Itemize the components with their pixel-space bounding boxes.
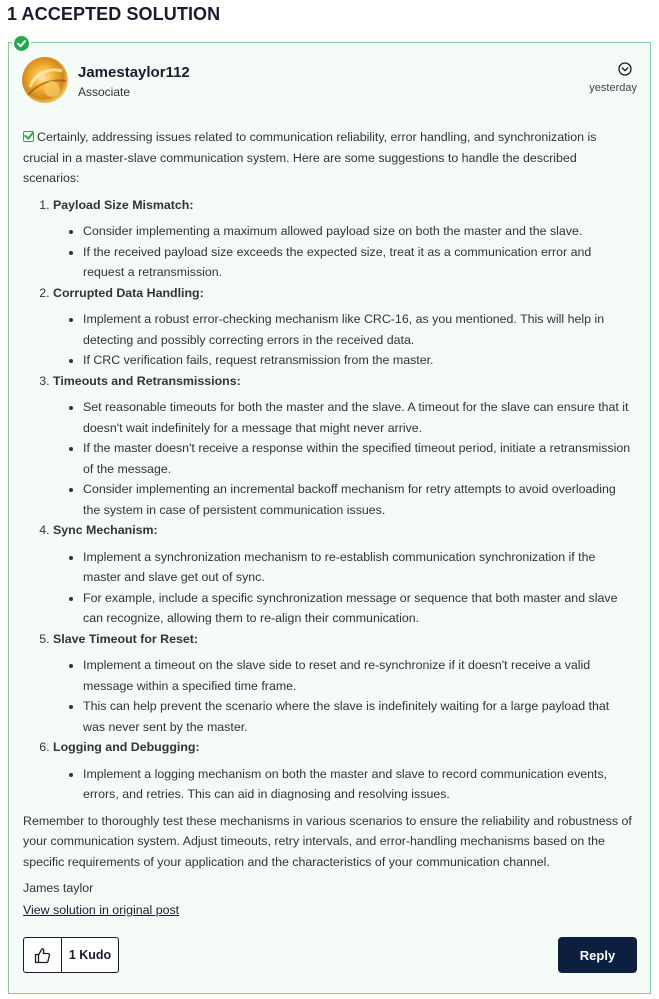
step-title: 4. Sync Mechanism: bbox=[53, 523, 158, 537]
list-item: • Set reasonable timeouts for both the master and the slave. A timeout for the slave can ensure that it doesn't wait indefinitely for a message that might never arrive. bbox=[83, 397, 633, 438]
list-item: • Consider implementing an incremental backoff mechanism for retry attempts to avoid overloading the system in case of persistent communication issues. bbox=[83, 479, 633, 520]
step-points bbox=[53, 547, 633, 629]
list-item: • If the received payload size exceeds the expected size, treat it as a communication error and request a retransmission. bbox=[83, 242, 633, 283]
solution-step bbox=[53, 195, 633, 283]
list-item: • This can help prevent the scenario where the slave is indefinitely waiting for a large payload that was never sent by the master. bbox=[83, 696, 633, 737]
list-item: • Implement a robust error-checking mechanism like CRC-16, as you mentioned. This will help in detecting and possibly correcting errors in the received data. bbox=[83, 309, 633, 350]
solution-step bbox=[53, 737, 633, 805]
reply-button[interactable]: Reply bbox=[558, 937, 637, 973]
step-title: 2. Corrupted Data Handling: bbox=[53, 285, 204, 300]
view-solution-link[interactable]: View solution in original post bbox=[23, 902, 180, 917]
step-points bbox=[53, 221, 633, 283]
step-points bbox=[53, 309, 633, 371]
list-item: • Consider implementing a maximum allowed payload size on both the master and the slave. bbox=[83, 221, 633, 242]
solution-steps bbox=[23, 195, 633, 805]
author-name[interactable]: Jamestaylor112 bbox=[78, 64, 190, 81]
page-title: 1 ACCEPTED SOLUTION bbox=[7, 4, 221, 24]
list-item: • If CRC verification fails, request retransmission from the master. bbox=[83, 350, 633, 371]
checkbox-icon bbox=[23, 131, 34, 142]
step-title: 5. Slave Timeout for Reset: bbox=[53, 631, 199, 646]
list-item: • Implement a timeout on the slave side to reset and re-synchronize if it doesn't receive a valid message within a specified time frame. bbox=[83, 655, 633, 696]
post-body bbox=[23, 127, 633, 920]
solution-step bbox=[53, 520, 633, 629]
step-title: 6. Logging and Debugging: bbox=[53, 740, 200, 754]
chevron-down-circle-icon[interactable] bbox=[618, 62, 632, 76]
thumbs-up-icon bbox=[34, 947, 51, 964]
list-item: • Implement a synchronization mechanism to re-establish communication synchronization if the master and slave get out of sync. bbox=[83, 547, 633, 588]
kudo-group bbox=[23, 937, 119, 973]
step-points bbox=[53, 764, 633, 805]
kudo-count[interactable]: 1 Kudo bbox=[68, 948, 112, 962]
signature: James taylor bbox=[23, 881, 94, 895]
list-item: • If the master doesn't receive a response within the specified timeout period, initiate a retransmission of the message. bbox=[83, 438, 633, 479]
solution-step bbox=[53, 371, 633, 521]
step-points bbox=[53, 655, 633, 737]
step-title: 3. Timeouts and Retransmissions: bbox=[53, 373, 241, 388]
outro-paragraph: Remember to thoroughly test these mechanisms in various scenarios to ensure the reliability and robustness of your communication system. Adjust timeouts, retry intervals, and error-handling mechanisms based on the specific requirements of your application and the characteristics of your communication channel. bbox=[23, 813, 632, 869]
solution-step bbox=[53, 629, 633, 738]
list-item: • For example, include a specific synchronization message or sequence that both master and slave can recognize, allowing them to re-align their communication. bbox=[83, 588, 633, 629]
list-item: • Implement a logging mechanism on both the master and slave to record communication events, errors, and retries. This can aid in diagnosing and resolving issues. bbox=[83, 764, 633, 805]
author-rank: Associate bbox=[78, 85, 131, 99]
solution-step bbox=[53, 283, 633, 371]
avatar[interactable] bbox=[22, 57, 68, 103]
kudo-button[interactable] bbox=[24, 938, 62, 972]
intro-paragraph: Certainly, addressing issues related to communication reliability, error handling, and synchronization is crucial in a master-slave communication system. Here are some suggestions to handle the described scenarios: bbox=[23, 130, 597, 185]
step-title: 1. Payload Size Mismatch: bbox=[53, 197, 194, 212]
post-date: yesterday bbox=[589, 82, 637, 94]
accepted-check-icon bbox=[12, 34, 31, 53]
step-points bbox=[53, 397, 633, 520]
